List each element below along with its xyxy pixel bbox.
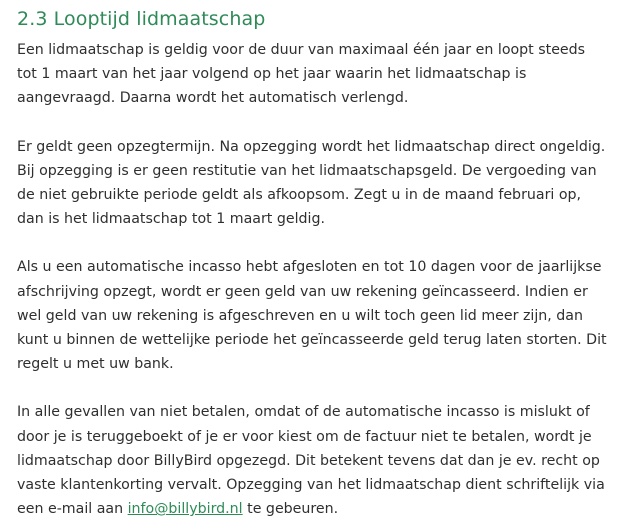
paragraph-non-payment [17, 400, 608, 521]
paragraph-duration: Een lidmaatschap is geldig voor de duur van maximaal één jaar en loopt steeds tot 1 maart van het jaar volgend op het jaar waarin het lidmaatschap is aangevraagd. Daarna wordt het automatisch verlengd. [17, 42, 586, 107]
paragraph-non-payment-tail: te gebeuren. [242, 501, 339, 518]
email-link[interactable]: info@billybird.nl [127, 501, 243, 518]
paragraph-cancellation: Er geldt geen opzegtermijn. Na opzegging wordt het lidmaatschap direct ongeldig. Bij opzegging is er geen restitutie van het lidmaatschapsgeld. De vergoeding van de niet gebruikte periode geldt als afkoopsom. Zegt u in de maand februari op, dan is het lidmaatschap tot 1 maart geldig. [17, 138, 606, 228]
paragraph-direct-debit: Als u een automatische incasso hebt afgesloten en tot 10 dagen voor de jaarlijkse afschrijving opzegt, wordt er geen geld van uw rekening geïncasseerd. Indien er wel geld van uw rekening is afgeschreven en u wilt toch geen lid meer zijn, dan kunt u binnen de wettelijke periode het geïncasseerde geld terug laten storten. Dit regelt u met uw bank. [17, 259, 607, 373]
paragraph-non-payment-text: In alle gevallen van niet betalen, omdat of de automatische incasso is mislukt of door je is teruggeboekt of je er voor kiest om de factuur niet te betalen, wordt je lidmaatschap door BillyBird opgezegd. Dit betekent tevens dat dan je ev. recht op vaste klantenkorting vervalt. Opzegging van het lidmaatschap dient schriftelijk via een e-mail aan [17, 404, 605, 518]
section-title: 2.3 Looptijd lidmaatschap [17, 8, 266, 30]
